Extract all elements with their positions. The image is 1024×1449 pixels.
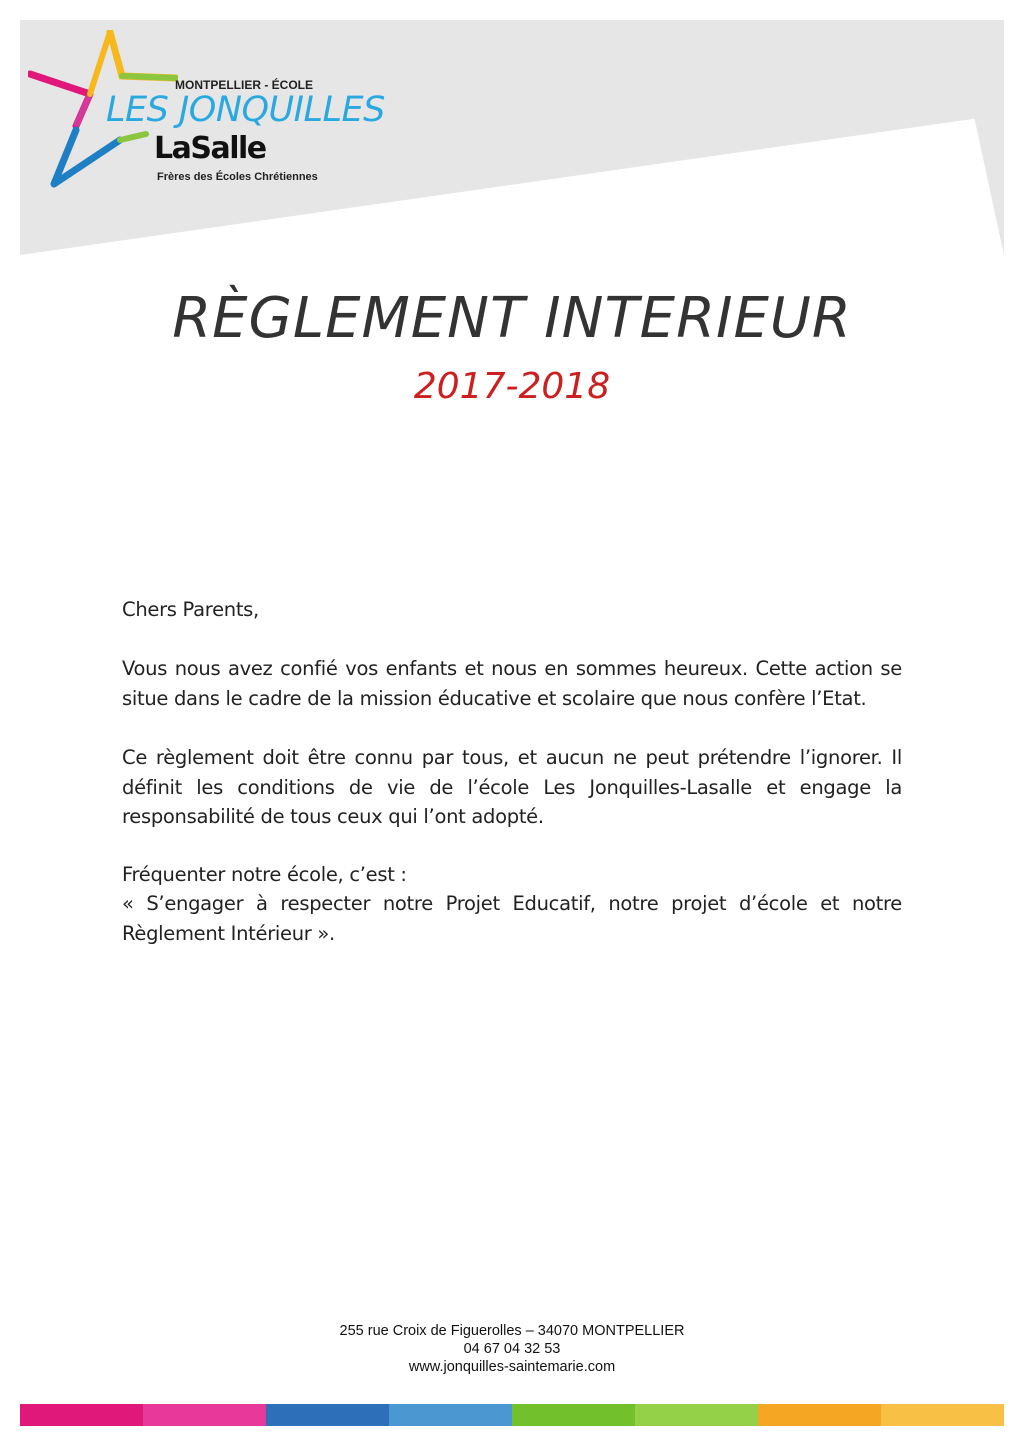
color-bar-segment [635, 1404, 758, 1426]
closing-intro: Fréquenter notre école, c’est : [122, 863, 407, 886]
school-logo [28, 30, 408, 190]
paragraph-mission: Vous nous avez confié vos enfants et nous en sommes heureux. Cette action se situe dans le cadre de la mission éducative et scolaire que nous confère l’Etat. [122, 657, 902, 710]
color-bar-segment [389, 1404, 512, 1426]
color-bar-segment [881, 1404, 1004, 1426]
color-bar-segment [143, 1404, 266, 1426]
document-title: RÈGLEMENT INTERIEUR [172, 286, 852, 351]
footer-website: www.jonquilles-saintemarie.com [408, 1359, 616, 1375]
color-bar-segment [266, 1404, 389, 1426]
logo-school-name: LES JONQUILLES [106, 90, 385, 130]
color-bar-segment [758, 1404, 881, 1426]
document-year: 2017-2018 [413, 366, 611, 407]
paragraph-reglement: Ce règlement doit être connu par tous, et aucun ne peut prétendre l’ignorer. Il définit les conditions de vie de l’école Les Jonquilles-Lasalle et engage la responsabilité de tous ceux qui l’ont adopté. [122, 746, 902, 828]
closing-quote: « S’engager à respecter notre Projet Educatif, notre projet d’école et notre Règlement Intérieur ». [122, 892, 902, 945]
color-bar-segment [512, 1404, 635, 1426]
footer-address: 255 rue Croix de Figuerolles – 34070 MONTPELLIER [339, 1323, 685, 1339]
footer-color-bar [20, 1404, 1004, 1426]
footer-phone: 04 67 04 32 53 [463, 1341, 561, 1357]
greeting: Chers Parents, [122, 598, 259, 621]
logo-top-line: MONTPELLIER - ÉCOLE [175, 78, 313, 92]
color-bar-segment [20, 1404, 143, 1426]
logo-brand: LaSalle [154, 131, 266, 166]
logo-subtitle: Frères des Écoles Chrétiennes [157, 171, 318, 183]
footer [0, 1322, 1024, 1376]
